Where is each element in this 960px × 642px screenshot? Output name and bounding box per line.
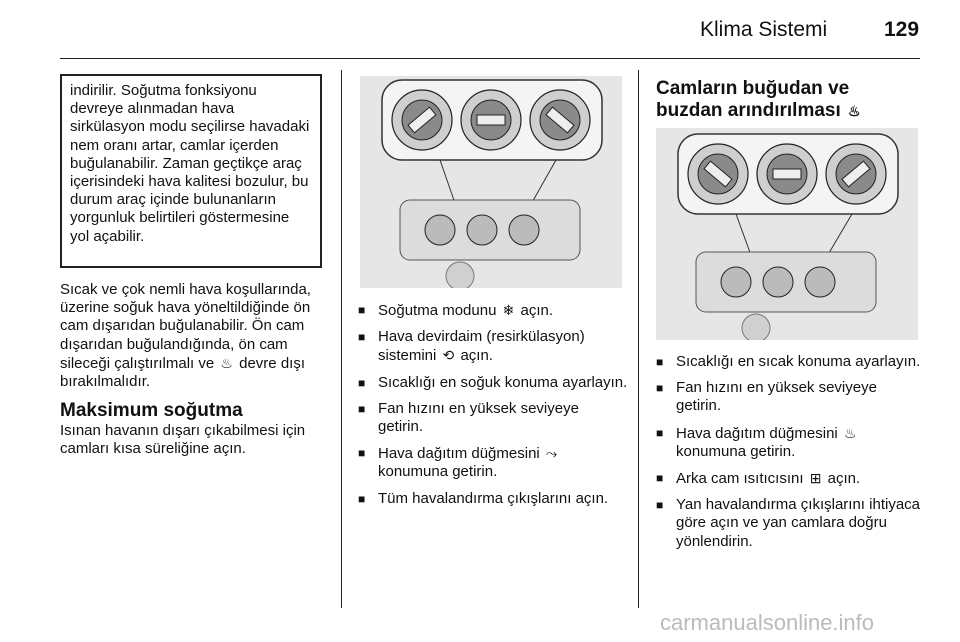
climate-panel-illustration-2 bbox=[656, 128, 918, 340]
max-cooling-steps bbox=[358, 301, 628, 516]
list-item bbox=[656, 353, 926, 371]
list-item-text: Fan hızını en yüksek seviyeye getirin. bbox=[378, 399, 579, 436]
defrost-icon: ♨ bbox=[848, 103, 861, 119]
header-divider bbox=[60, 58, 920, 59]
note-text: indirilir. Soğutma fonksiyonu devreye alınmadan hava sirkülasyon modu seçilirse havadaki nem oranı artar, camlar içerden buğulanabilir. Zaman geçtikçe araç içerisindeki hava kalitesi bozulur, bu durum araç içinde bulunanların yorgunluk belirtileri göstermesine yol açabilir. bbox=[70, 82, 310, 245]
column-divider-left bbox=[341, 70, 342, 608]
climate-panel-drawing-2 bbox=[656, 128, 918, 340]
list-item-text: Hava dağıtım düğmesini bbox=[676, 424, 838, 442]
humid-paragraph bbox=[60, 281, 326, 391]
list-item bbox=[358, 301, 628, 320]
climate-panel-drawing bbox=[360, 76, 622, 288]
climate-panel-illustration bbox=[360, 76, 622, 288]
list-item-text: Yan havalandırma çıkışlarını ihtiyaca göre açın ve yan camlara doğru yönlendirin. bbox=[676, 496, 921, 550]
list-item-text: Hava dağıtım düğmesini bbox=[378, 445, 540, 463]
list-item-text: Sıcaklığı en sıcak konuma ayarlayın. bbox=[676, 353, 921, 370]
defrost-heading-text: Camların buğudan ve buzdan arındırılması bbox=[656, 78, 850, 121]
max-cooling-heading: Maksimum soğutma bbox=[60, 400, 243, 421]
list-item-text: Hava devirdaim (resirkülasyon) sistemini bbox=[378, 328, 585, 365]
defrost-heading bbox=[656, 78, 916, 122]
list-item-text: Fan hızını en yüksek seviyeye getirin. bbox=[676, 379, 877, 415]
list-item-text: Arka cam ısıtıcısını bbox=[676, 470, 804, 488]
list-item-text: Soğutma modunu bbox=[378, 302, 497, 319]
max-cooling-paragraph: Isınan havanın dışarı çıkabilmesi için camları kısa süreliğine açın. bbox=[60, 422, 306, 458]
list-item bbox=[656, 496, 926, 551]
list-item-text: konumuna getirin. bbox=[676, 442, 796, 460]
column-divider-right bbox=[638, 70, 639, 608]
list-item bbox=[656, 424, 926, 461]
list-item-text: Tüm havalandırma çıkışlarını açın. bbox=[378, 489, 609, 507]
list-item-text: açın. bbox=[460, 347, 493, 365]
header-title: Klima Sistemi bbox=[700, 18, 828, 41]
watermark[interactable]: carmanualsonline.info bbox=[660, 610, 875, 635]
list-item-text: Sıcaklığı en soğuk konuma ayarlayın. bbox=[378, 373, 628, 391]
defrost-icon: ♨ bbox=[843, 424, 857, 441]
list-item bbox=[358, 490, 628, 508]
humid-paragraph-b: devre dışı bırakılmalıdır. bbox=[60, 354, 305, 391]
vent-icon: ⤳ bbox=[545, 445, 558, 462]
snowflake-icon: ❄ bbox=[502, 302, 515, 318]
humid-paragraph-a: Sıcak ve çok nemli hava koşullarında, üzerine soğuk hava yöneltildiğinde ön cam dışarıdan buğulanabilir. Ön cam dışarıdan buğulandığında, ön cam sileceği çalıştırılmalı ve bbox=[60, 281, 311, 372]
list-item bbox=[358, 444, 628, 481]
page-number: 129 bbox=[884, 18, 920, 41]
list-item bbox=[358, 328, 628, 365]
list-item-text: açın. bbox=[827, 470, 861, 488]
defrost-steps bbox=[656, 353, 926, 559]
list-item bbox=[656, 469, 926, 488]
list-item-text: açın. bbox=[520, 302, 554, 319]
defrost-icon: ♨ bbox=[220, 354, 233, 371]
list-item bbox=[656, 379, 926, 415]
list-item bbox=[358, 400, 628, 436]
list-item-text: konumuna getirin. bbox=[378, 463, 498, 481]
recirculation-icon: ⟲ bbox=[442, 347, 455, 364]
note-box bbox=[60, 74, 322, 268]
list-item bbox=[358, 374, 628, 392]
rear-defrost-icon: ⊞ bbox=[809, 470, 822, 487]
